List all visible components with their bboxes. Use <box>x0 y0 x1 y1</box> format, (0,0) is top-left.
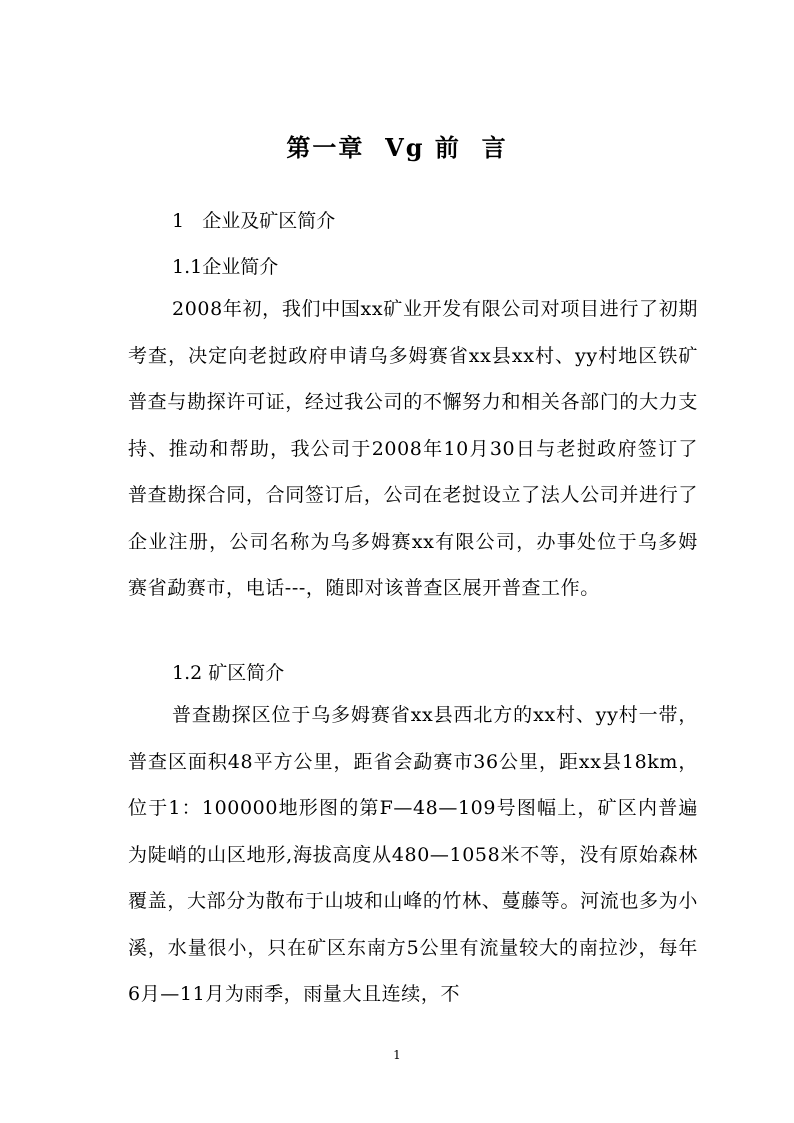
section-heading-1-1: 1.1企业简介 <box>172 256 279 278</box>
section-heading-1: 1 企业及矿区简介 <box>172 210 336 232</box>
paragraph-mine-intro: 普查勘探区位于乌多姆赛省xx县西北方的xx村、yy村一带，普查区面积48平方公里，距省会勐赛市36公里，距xx县18km，位于1：100000地形图的第F—48—109号图幅上，矿区内普遍为陡峭的山区地形,海拔高度从480—1058米不等，没有原始森林覆盖，大部分为散布于山坡和山峰的竹林、蔓藤等。河流也多为小溪，水量很小，只在矿区东南方5公里有流量较大的南拉沙，每年6月—11月为雨季，雨量大且连续，不 <box>128 704 698 1005</box>
chapter-title: 第一章 Vg 前 言 <box>286 133 508 162</box>
page-number: 1 <box>393 1048 401 1062</box>
paragraph-company-intro: 2008年初，我们中国xx矿业开发有限公司对项目进行了初期考查，决定向老挝政府申请乌多姆赛省xx县xx村、yy村地区铁矿普查与勘探许可证，经过我公司的不懈努力和相关各部门的大力支持、推动和帮助，我公司于2008年10月30日与老挝政府签订了普查勘探合同，合同签订后，公司在老挝设立了法人公司并进行了企业注册，公司名称为乌多姆赛xx有限公司，办事处位于乌多姆赛省勐赛市，电话---，随即对该普查区展开普查工作。 <box>128 298 698 599</box>
section-heading-1-2: 1.2 矿区简介 <box>172 662 285 684</box>
